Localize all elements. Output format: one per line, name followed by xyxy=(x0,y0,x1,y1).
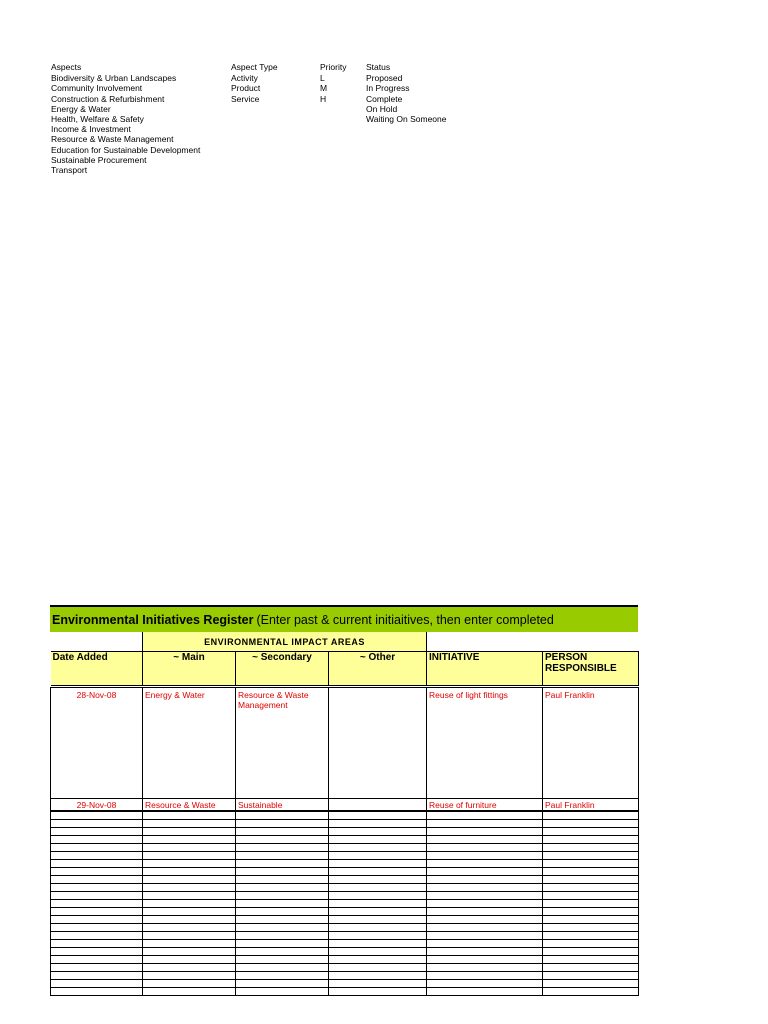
empty-cell[interactable] xyxy=(51,836,143,844)
empty-cell[interactable] xyxy=(427,828,543,836)
empty-cell[interactable] xyxy=(236,900,329,908)
empty-cell[interactable] xyxy=(427,812,543,820)
empty-cell[interactable] xyxy=(427,916,543,924)
empty-cell[interactable] xyxy=(236,980,329,988)
aspect-type-item: Product xyxy=(231,83,261,94)
empty-cell[interactable] xyxy=(427,852,543,860)
aspect-item: Income & Investment xyxy=(51,124,131,135)
empty-cell[interactable] xyxy=(329,948,427,956)
empty-cell[interactable] xyxy=(236,892,329,900)
empty-cell[interactable] xyxy=(143,964,236,972)
empty-cell[interactable] xyxy=(427,932,543,940)
col-date-added: Date Added xyxy=(51,652,143,686)
priority-list xyxy=(320,62,346,104)
cell-other[interactable] xyxy=(329,799,427,811)
aspect-type-header: Aspect Type xyxy=(231,62,278,72)
empty-cell[interactable] xyxy=(427,892,543,900)
empty-cell[interactable] xyxy=(143,844,236,852)
empty-cell[interactable] xyxy=(329,932,427,940)
aspect-item: Sustainable Procurement xyxy=(51,154,147,165)
empty-cell[interactable] xyxy=(543,884,639,892)
empty-cell[interactable] xyxy=(543,844,639,852)
empty-cell[interactable] xyxy=(143,828,236,836)
empty-cell[interactable] xyxy=(143,836,236,844)
empty-cell[interactable] xyxy=(543,852,639,860)
empty-cell[interactable] xyxy=(236,932,329,940)
empty-cell[interactable] xyxy=(143,852,236,860)
empty-cell[interactable] xyxy=(236,972,329,980)
empty-row[interactable] xyxy=(51,812,639,820)
empty-cell[interactable] xyxy=(427,900,543,908)
empty-row[interactable] xyxy=(51,956,639,964)
initiatives-register xyxy=(50,605,638,996)
aspect-item: Health, Welfare & Safety xyxy=(51,114,144,125)
empty-cell[interactable] xyxy=(143,916,236,924)
empty-cell[interactable] xyxy=(543,828,639,836)
cell-initiative[interactable]: Reuse of furniture xyxy=(427,799,543,811)
empty-row[interactable] xyxy=(51,940,639,948)
empty-cell[interactable] xyxy=(427,956,543,964)
empty-cell[interactable] xyxy=(51,820,143,828)
empty-cell[interactable] xyxy=(329,956,427,964)
empty-cell[interactable] xyxy=(427,948,543,956)
empty-cell[interactable] xyxy=(51,876,143,884)
cell-initiative[interactable]: Reuse of light fittings xyxy=(427,688,543,799)
empty-cell[interactable] xyxy=(427,844,543,852)
empty-cell[interactable] xyxy=(427,908,543,916)
empty-row[interactable] xyxy=(51,988,639,996)
empty-cell[interactable] xyxy=(51,980,143,988)
empty-cell[interactable] xyxy=(51,948,143,956)
empty-cell[interactable] xyxy=(143,932,236,940)
empty-cell[interactable] xyxy=(543,980,639,988)
empty-rows-table xyxy=(50,811,639,996)
empty-cell[interactable] xyxy=(143,892,236,900)
empty-cell[interactable] xyxy=(329,900,427,908)
empty-cell[interactable] xyxy=(51,868,143,876)
empty-row[interactable] xyxy=(51,860,639,868)
table-row[interactable] xyxy=(51,799,639,811)
empty-cell[interactable] xyxy=(143,988,236,996)
empty-cell[interactable] xyxy=(51,932,143,940)
empty-cell[interactable] xyxy=(543,916,639,924)
empty-row[interactable] xyxy=(51,900,639,908)
aspects-list xyxy=(51,62,200,175)
col-secondary: ~ Secondary xyxy=(236,652,329,686)
empty-cell[interactable] xyxy=(236,836,329,844)
cell-person[interactable]: Paul Franklin xyxy=(543,799,639,811)
empty-cell[interactable] xyxy=(143,948,236,956)
empty-cell[interactable] xyxy=(543,964,639,972)
empty-cell[interactable] xyxy=(427,988,543,996)
empty-cell[interactable] xyxy=(329,868,427,876)
empty-cell[interactable] xyxy=(236,924,329,932)
empty-cell[interactable] xyxy=(143,868,236,876)
empty-cell[interactable] xyxy=(543,932,639,940)
empty-cell[interactable] xyxy=(51,884,143,892)
empty-row[interactable] xyxy=(51,908,639,916)
empty-cell[interactable] xyxy=(143,860,236,868)
register-subtitle: (Enter past & current initiaitives, then enter completed xyxy=(256,612,554,627)
empty-cell[interactable] xyxy=(51,852,143,860)
empty-cell[interactable] xyxy=(143,908,236,916)
cell-secondary[interactable]: Resource & Waste Management xyxy=(236,688,329,799)
empty-cell[interactable] xyxy=(51,924,143,932)
empty-cell[interactable] xyxy=(329,908,427,916)
empty-cell[interactable] xyxy=(51,956,143,964)
empty-row[interactable] xyxy=(51,972,639,980)
empty-row[interactable] xyxy=(51,836,639,844)
empty-cell[interactable] xyxy=(236,940,329,948)
empty-cell[interactable] xyxy=(543,908,639,916)
empty-cell[interactable] xyxy=(427,876,543,884)
empty-cell[interactable] xyxy=(543,876,639,884)
aspect-type-list xyxy=(231,62,278,104)
register-title: Environmental Initiatives Register xyxy=(52,612,254,627)
empty-cell[interactable] xyxy=(543,860,639,868)
col-initiative: INITIATIVE xyxy=(427,652,543,686)
empty-cell[interactable] xyxy=(329,852,427,860)
empty-cell[interactable] xyxy=(427,884,543,892)
aspect-item: Community Involvement xyxy=(51,83,143,94)
empty-cell[interactable] xyxy=(51,860,143,868)
empty-cell[interactable] xyxy=(427,964,543,972)
empty-cell[interactable] xyxy=(329,828,427,836)
empty-cell[interactable] xyxy=(236,884,329,892)
empty-cell[interactable] xyxy=(329,972,427,980)
empty-cell[interactable] xyxy=(236,908,329,916)
empty-cell[interactable] xyxy=(543,868,639,876)
table-row[interactable] xyxy=(51,688,639,799)
empty-cell[interactable] xyxy=(329,844,427,852)
empty-cell[interactable] xyxy=(51,900,143,908)
impact-areas-row xyxy=(51,632,639,652)
empty-cell[interactable] xyxy=(236,852,329,860)
status-item: In Progress xyxy=(366,83,410,94)
col-person: PERSON RESPONSIBLE xyxy=(543,652,639,686)
empty-cell[interactable] xyxy=(427,820,543,828)
empty-cell[interactable] xyxy=(543,972,639,980)
priority-item: M xyxy=(320,83,328,94)
empty-cell[interactable] xyxy=(236,844,329,852)
register-title-bar xyxy=(50,605,638,632)
empty-cell[interactable] xyxy=(143,956,236,964)
empty-cell[interactable] xyxy=(543,956,639,964)
register-table xyxy=(50,632,639,811)
priority-header: Priority xyxy=(320,62,347,72)
empty-row[interactable] xyxy=(51,852,639,860)
empty-cell[interactable] xyxy=(51,828,143,836)
empty-cell[interactable] xyxy=(543,948,639,956)
empty-cell[interactable] xyxy=(427,940,543,948)
empty-cell[interactable] xyxy=(329,836,427,844)
status-list xyxy=(366,62,446,124)
empty-cell[interactable] xyxy=(236,820,329,828)
empty-row[interactable] xyxy=(51,948,639,956)
empty-cell[interactable] xyxy=(51,988,143,996)
blank-cell xyxy=(427,632,639,652)
empty-cell[interactable] xyxy=(236,964,329,972)
empty-cell[interactable] xyxy=(236,956,329,964)
empty-cell[interactable] xyxy=(543,892,639,900)
empty-row[interactable] xyxy=(51,868,639,876)
empty-row[interactable] xyxy=(51,820,639,828)
empty-row[interactable] xyxy=(51,924,639,932)
cell-other[interactable] xyxy=(329,688,427,799)
empty-cell[interactable] xyxy=(543,924,639,932)
empty-cell[interactable] xyxy=(329,860,427,868)
cell-person[interactable]: Paul Franklin xyxy=(543,688,639,799)
status-item: Proposed xyxy=(366,73,403,84)
empty-cell[interactable] xyxy=(329,892,427,900)
cell-main[interactable]: Resource & Waste xyxy=(143,799,236,811)
empty-cell[interactable] xyxy=(543,988,639,996)
empty-cell[interactable] xyxy=(143,820,236,828)
empty-cell[interactable] xyxy=(329,924,427,932)
empty-row[interactable] xyxy=(51,964,639,972)
empty-cell[interactable] xyxy=(427,924,543,932)
empty-cell[interactable] xyxy=(329,940,427,948)
empty-cell[interactable] xyxy=(51,916,143,924)
empty-cell[interactable] xyxy=(236,948,329,956)
empty-cell[interactable] xyxy=(236,988,329,996)
empty-row[interactable] xyxy=(51,844,639,852)
empty-cell[interactable] xyxy=(329,820,427,828)
aspect-item: Resource & Waste Management xyxy=(51,134,174,145)
empty-row[interactable] xyxy=(51,892,639,900)
status-item: Complete xyxy=(366,93,403,104)
col-main: ~ Main xyxy=(143,652,236,686)
cell-date[interactable]: 29-Nov-08 xyxy=(51,799,143,811)
empty-cell[interactable] xyxy=(51,892,143,900)
empty-cell[interactable] xyxy=(143,940,236,948)
empty-cell[interactable] xyxy=(236,876,329,884)
aspect-item: Energy & Water xyxy=(51,103,111,114)
empty-cell[interactable] xyxy=(543,940,639,948)
empty-cell[interactable] xyxy=(51,964,143,972)
priority-item: H xyxy=(320,93,327,104)
empty-cell[interactable] xyxy=(329,884,427,892)
empty-cell[interactable] xyxy=(143,972,236,980)
empty-row[interactable] xyxy=(51,876,639,884)
empty-cell[interactable] xyxy=(236,916,329,924)
aspect-type-item: Activity xyxy=(231,73,258,84)
empty-cell[interactable] xyxy=(143,884,236,892)
empty-row[interactable] xyxy=(51,916,639,924)
empty-cell[interactable] xyxy=(143,900,236,908)
blank-cell xyxy=(51,632,143,652)
cell-date[interactable]: 28-Nov-08 xyxy=(51,688,143,799)
empty-cell[interactable] xyxy=(143,876,236,884)
empty-cell[interactable] xyxy=(236,812,329,820)
empty-cell[interactable] xyxy=(329,876,427,884)
aspect-item: Biodiversity & Urban Landscapes xyxy=(51,73,177,84)
col-other: ~ Other xyxy=(329,652,427,686)
column-header-row xyxy=(51,652,639,686)
cell-main[interactable]: Energy & Water xyxy=(143,688,236,799)
aspect-type-item: Service xyxy=(231,93,260,104)
cell-secondary[interactable]: Sustainable xyxy=(236,799,329,811)
status-header: Status xyxy=(366,62,391,72)
empty-row[interactable] xyxy=(51,828,639,836)
empty-cell[interactable] xyxy=(427,860,543,868)
empty-cell[interactable] xyxy=(51,812,143,820)
empty-cell[interactable] xyxy=(329,916,427,924)
empty-row[interactable] xyxy=(51,980,639,988)
empty-cell[interactable] xyxy=(329,812,427,820)
empty-cell[interactable] xyxy=(143,924,236,932)
empty-cell[interactable] xyxy=(51,908,143,916)
empty-cell[interactable] xyxy=(51,940,143,948)
empty-row[interactable] xyxy=(51,884,639,892)
empty-row[interactable] xyxy=(51,932,639,940)
aspect-item: Construction & Refurbishment xyxy=(51,93,165,104)
empty-cell[interactable] xyxy=(427,980,543,988)
empty-cell[interactable] xyxy=(329,988,427,996)
status-item: On Hold xyxy=(366,103,398,114)
empty-cell[interactable] xyxy=(143,980,236,988)
empty-cell[interactable] xyxy=(329,980,427,988)
priority-item: L xyxy=(320,73,325,84)
empty-cell[interactable] xyxy=(427,868,543,876)
empty-cell[interactable] xyxy=(143,812,236,820)
empty-cell[interactable] xyxy=(427,836,543,844)
empty-cell[interactable] xyxy=(329,964,427,972)
empty-cell[interactable] xyxy=(236,860,329,868)
empty-cell[interactable] xyxy=(543,900,639,908)
empty-cell[interactable] xyxy=(236,868,329,876)
status-item: Waiting On Someone xyxy=(366,114,447,125)
empty-cell[interactable] xyxy=(543,812,639,820)
impact-areas-header: ENVIRONMENTAL IMPACT AREAS xyxy=(143,632,427,652)
empty-cell[interactable] xyxy=(236,828,329,836)
empty-cell[interactable] xyxy=(543,820,639,828)
empty-cell[interactable] xyxy=(51,972,143,980)
aspect-item: Education for Sustainable Development xyxy=(51,144,201,155)
aspects-header: Aspects xyxy=(51,62,82,72)
empty-cell[interactable] xyxy=(427,972,543,980)
empty-cell[interactable] xyxy=(543,836,639,844)
aspect-item: Transport xyxy=(51,165,88,176)
empty-cell[interactable] xyxy=(51,844,143,852)
